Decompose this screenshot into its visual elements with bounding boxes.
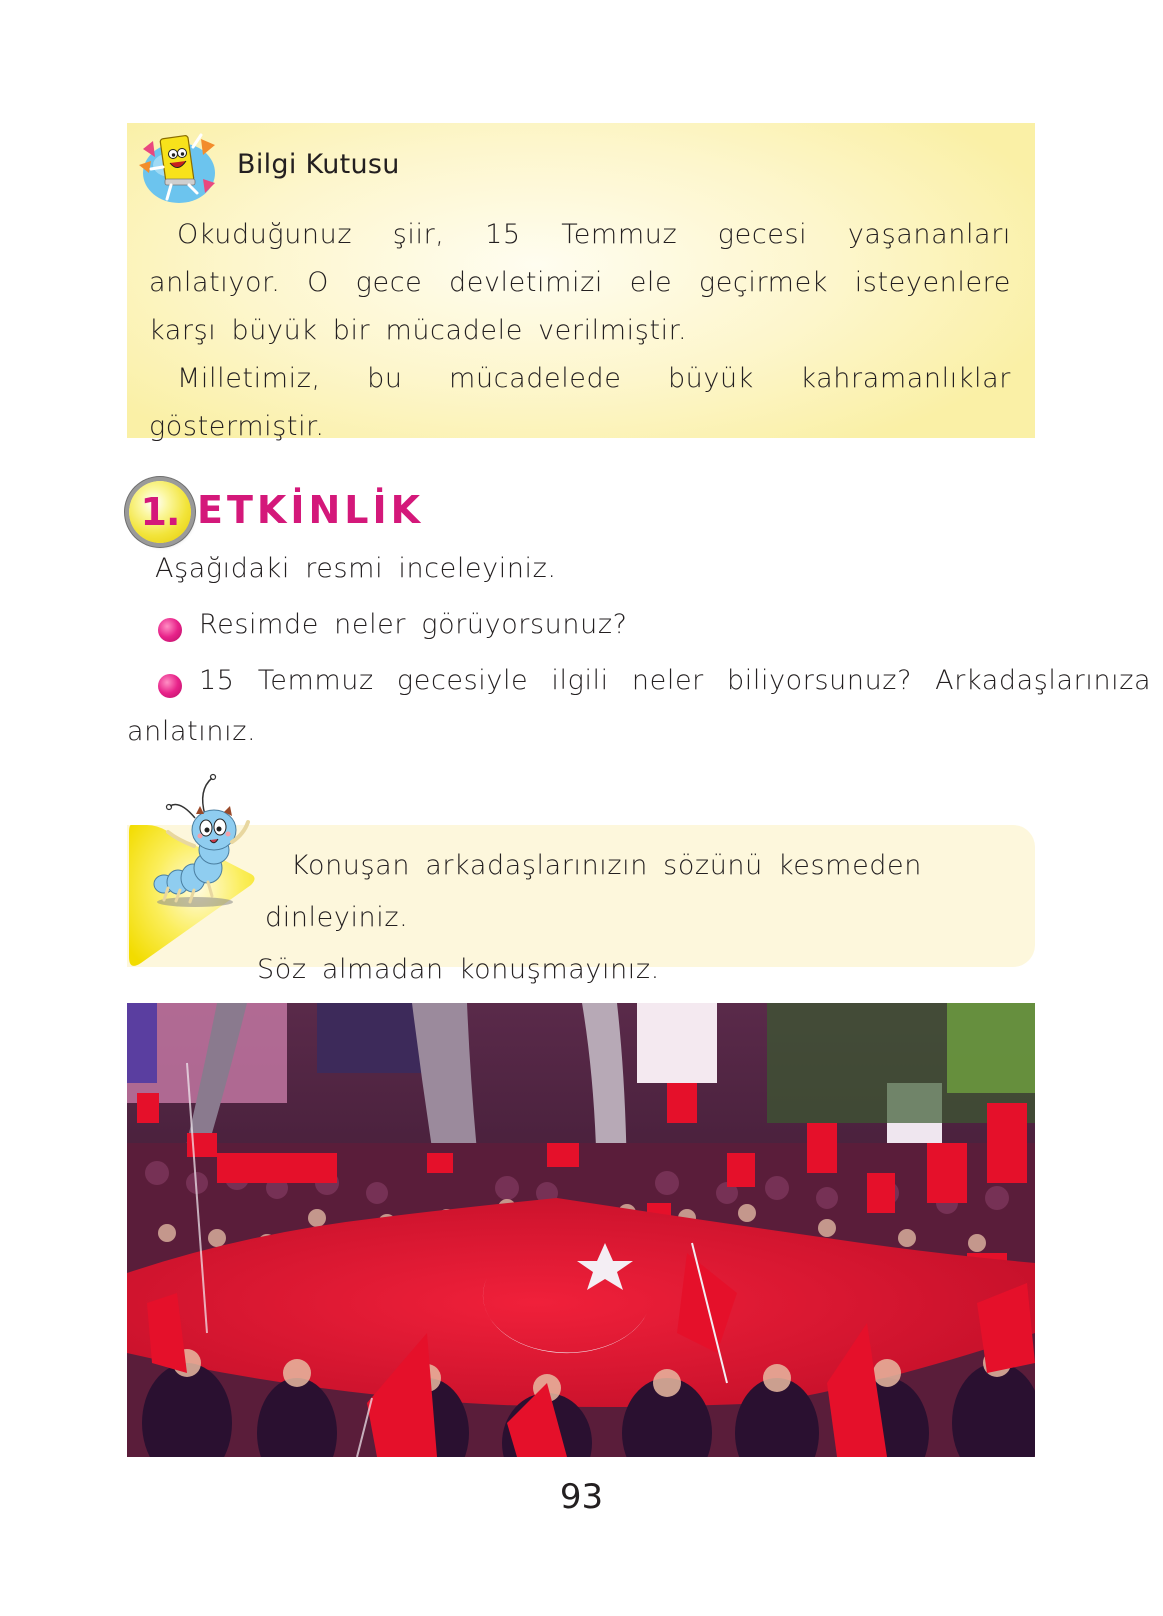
page-number: 93	[559, 1477, 604, 1517]
info-box	[127, 123, 1035, 442]
question-item: 15 Temmuz gecesiyle ilgili neler biliyorsunuz? Arkadaşlarınıza	[199, 665, 1152, 696]
photo-illustration	[127, 1003, 1035, 1457]
caterpillar-mascot-icon	[150, 770, 260, 910]
book-mascot-icon	[135, 127, 221, 207]
activity-number-badge	[129, 481, 191, 543]
activity-instruction: Aşağıdaki resmi inceleyiniz.	[155, 553, 557, 584]
question-item: Resimde neler görüyorsunuz?	[199, 609, 628, 640]
question-item-continuation: anlatınız.	[127, 716, 257, 747]
crowd-flag-photo	[127, 1003, 1035, 1457]
tip-text	[257, 840, 995, 996]
info-paragraph: Okuduğunuz şiir, 15 Temmuz gecesi yaşananları anlatıyor. O gece devletimizi ele geçirmek isteyenlere karşı büyük bir mücadele verilmiştir.	[149, 219, 1011, 346]
tip-line: Konuşan arkadaşlarınızın sözünü kesmeden dinleyiniz.	[265, 850, 922, 933]
info-box-title: Bilgi Kutusu	[237, 149, 400, 180]
bullet-dot-icon	[158, 674, 182, 698]
activity-number: 1.	[140, 490, 180, 534]
info-box-text	[149, 211, 1011, 451]
info-paragraph: Milletimiz, bu mücadelede büyük kahramanlıklar göstermiştir.	[149, 363, 1011, 442]
activity-title: ETKİNLİK	[197, 488, 425, 532]
tip-line: Söz almadan konuşmayınız.	[257, 954, 660, 985]
bullet-dot-icon	[158, 618, 182, 642]
